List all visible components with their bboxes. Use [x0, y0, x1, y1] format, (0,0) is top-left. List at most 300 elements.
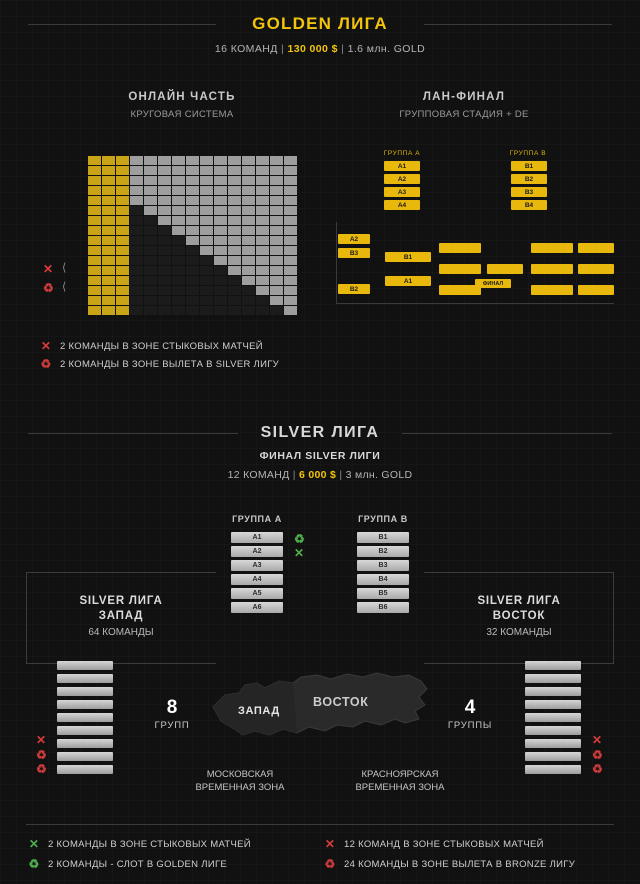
round-robin-cell — [158, 266, 171, 275]
bracket-slot-7 — [531, 285, 573, 295]
round-robin-cell — [200, 216, 213, 225]
round-robin-cell — [228, 296, 241, 305]
round-robin-cell — [200, 206, 213, 215]
silver-sep-2: | — [339, 469, 343, 481]
round-robin-cell — [130, 186, 143, 195]
recycle-icon: ♻ — [28, 857, 40, 871]
west-playoff-icon: ✕ — [36, 733, 47, 747]
bracket-seed-b3: B3 — [338, 248, 370, 258]
silver-group-b-slot-5: B5 — [357, 588, 409, 599]
recycle-icon: ♻ — [40, 357, 52, 371]
round-robin-cell — [256, 266, 269, 275]
round-robin-cell — [88, 256, 101, 265]
round-robin-cell — [186, 196, 199, 205]
team-slot-bar — [525, 739, 581, 748]
silver-group-a-slot-2: A2 — [231, 546, 283, 557]
round-robin-cell — [200, 186, 213, 195]
round-robin-row — [88, 296, 298, 306]
silver-group-a-slot-1: A1 — [231, 532, 283, 543]
west-relegation-icon-2: ♻ — [36, 762, 47, 776]
round-robin-cell — [116, 266, 129, 275]
round-robin-cell — [144, 266, 157, 275]
round-robin-cell — [130, 156, 143, 165]
map-label-east: ВОСТОК — [313, 695, 369, 709]
west-timezone-line-1: МОСКОВСКАЯ — [206, 769, 274, 780]
silver-legend-left-text-2: 2 КОМАНДЫ - СЛОТ В GOLDEN ЛИГЕ — [48, 858, 228, 870]
bracket-seed-b2: B2 — [338, 284, 370, 294]
round-robin-row — [88, 276, 298, 286]
recycle-icon: ♻ — [324, 857, 336, 871]
team-slot-bar — [57, 739, 113, 748]
round-robin-cell — [172, 246, 185, 255]
round-robin-cell — [116, 186, 129, 195]
round-robin-cell — [270, 296, 283, 305]
round-robin-cell — [214, 216, 227, 225]
round-robin-cell — [200, 166, 213, 175]
team-slot-bar — [57, 700, 113, 709]
x-icon: ✕ — [324, 837, 336, 851]
round-robin-cell — [172, 266, 185, 275]
round-robin-cell — [158, 186, 171, 195]
round-robin-cell — [172, 196, 185, 205]
team-slot-bar — [525, 752, 581, 761]
round-robin-cell — [214, 226, 227, 235]
round-robin-cell — [88, 216, 101, 225]
golden-relegation-marker-icon: ♻ — [43, 281, 54, 295]
round-robin-cell — [214, 186, 227, 195]
round-robin-cell — [242, 206, 255, 215]
round-robin-cell — [242, 186, 255, 195]
round-robin-cell — [144, 296, 157, 305]
round-robin-cell — [102, 236, 115, 245]
golden-legend-item-1 — [40, 339, 263, 353]
team-slot-bar — [57, 713, 113, 722]
round-robin-cell — [270, 246, 283, 255]
round-robin-row — [88, 206, 298, 216]
round-robin-cell — [214, 286, 227, 295]
round-robin-cell — [116, 306, 129, 315]
round-robin-cell — [200, 196, 213, 205]
round-robin-row — [88, 236, 298, 246]
round-robin-cell — [116, 276, 129, 285]
round-robin-cell — [228, 216, 241, 225]
round-robin-row — [88, 286, 298, 296]
round-robin-cell — [130, 206, 143, 215]
bracket-slot-4 — [487, 264, 523, 274]
round-robin-cell — [228, 306, 241, 315]
round-robin-cell — [172, 216, 185, 225]
lan-group-a-slot-4: A4 — [384, 200, 420, 210]
round-robin-cell — [158, 226, 171, 235]
team-slot-bar — [525, 765, 581, 774]
round-robin-cell — [144, 306, 157, 315]
round-robin-cell — [186, 256, 199, 265]
bracket-match-a1: A1 — [385, 276, 431, 286]
round-robin-cell — [116, 286, 129, 295]
round-robin-cell — [172, 226, 185, 235]
round-robin-cell — [102, 276, 115, 285]
round-robin-cell — [116, 176, 129, 185]
west-groups-number: 8 — [166, 697, 178, 718]
round-robin-cell — [130, 176, 143, 185]
round-robin-cell — [102, 286, 115, 295]
round-robin-cell — [270, 266, 283, 275]
round-robin-cell — [130, 286, 143, 295]
round-robin-cell — [144, 226, 157, 235]
silver-prize: 6 000 $ — [298, 469, 337, 481]
x-icon: ✕ — [40, 339, 52, 353]
round-robin-cell — [102, 186, 115, 195]
round-robin-cell — [144, 186, 157, 195]
silver-legend-right-2 — [324, 857, 575, 871]
east-title-line-2: ВОСТОК — [492, 610, 546, 622]
round-robin-cell — [172, 186, 185, 195]
golden-playoff-marker-icon: ✕ — [43, 262, 54, 276]
round-robin-cell — [256, 226, 269, 235]
silver-group-a-label: ГРУППА А — [232, 514, 282, 524]
golden-relegation-brace-icon: ⟨ — [62, 281, 67, 293]
round-robin-cell — [172, 276, 185, 285]
round-robin-cell — [102, 306, 115, 315]
round-robin-cell — [172, 256, 185, 265]
lan-group-b-slot-3: B3 — [511, 187, 547, 197]
round-robin-cell — [186, 166, 199, 175]
round-robin-cell — [116, 216, 129, 225]
round-robin-cell — [186, 286, 199, 295]
team-slot-bar — [57, 674, 113, 683]
lan-group-a-label: ГРУППА А — [383, 150, 421, 157]
round-robin-cell — [130, 236, 143, 245]
round-robin-cell — [284, 246, 297, 255]
round-robin-cell — [284, 286, 297, 295]
golden-teams-count: 16 КОМАНД — [214, 43, 278, 55]
round-robin-cell — [186, 226, 199, 235]
silver-group-a-slot-3: A3 — [231, 560, 283, 571]
east-timezone-line-1: КРАСНОЯРСКАЯ — [361, 769, 439, 780]
round-robin-cell — [256, 296, 269, 305]
round-robin-cell — [144, 286, 157, 295]
team-slot-bar — [525, 726, 581, 735]
round-robin-cell — [284, 216, 297, 225]
silver-group-b-slot-4: B4 — [357, 574, 409, 585]
round-robin-cell — [88, 166, 101, 175]
round-robin-cell — [242, 296, 255, 305]
team-slot-bar — [57, 752, 113, 761]
lan-group-a-slot-2: A2 — [384, 174, 420, 184]
golden-league-title: GOLDEN ЛИГА — [252, 14, 388, 33]
round-robin-cell — [116, 256, 129, 265]
round-robin-cell — [284, 196, 297, 205]
west-relegation-icon-1: ♻ — [36, 748, 47, 762]
bracket-slot-5 — [531, 243, 573, 253]
round-robin-cell — [270, 216, 283, 225]
round-robin-row — [88, 246, 298, 256]
round-robin-cell — [214, 156, 227, 165]
round-robin-cell — [88, 286, 101, 295]
team-slot-bar — [57, 687, 113, 696]
round-robin-cell — [144, 156, 157, 165]
round-robin-cell — [102, 176, 115, 185]
round-robin-cell — [186, 276, 199, 285]
round-robin-cell — [144, 176, 157, 185]
round-robin-cell — [88, 226, 101, 235]
team-slot-bar — [525, 674, 581, 683]
round-robin-cell — [88, 156, 101, 165]
round-robin-cell — [200, 296, 213, 305]
bracket-slot-8 — [578, 243, 614, 253]
round-robin-cell — [270, 206, 283, 215]
round-robin-cell — [284, 276, 297, 285]
round-robin-cell — [228, 176, 241, 185]
east-relegation-icon-1: ♻ — [592, 748, 603, 762]
round-robin-cell — [228, 196, 241, 205]
round-robin-cell — [116, 166, 129, 175]
silver-group-a-slot-5: A5 — [231, 588, 283, 599]
silver-group-a-slot-6: A6 — [231, 602, 283, 613]
round-robin-cell — [144, 216, 157, 225]
round-robin-cell — [144, 206, 157, 215]
west-title-line-2: ЗАПАД — [98, 610, 144, 622]
team-slot-bar — [525, 687, 581, 696]
round-robin-cell — [242, 246, 255, 255]
round-robin-cell — [242, 196, 255, 205]
round-robin-row — [88, 256, 298, 266]
round-robin-cell — [256, 176, 269, 185]
east-groups-word: ГРУППЫ — [447, 720, 493, 731]
round-robin-cell — [256, 236, 269, 245]
round-robin-cell — [284, 206, 297, 215]
round-robin-cell — [88, 306, 101, 315]
lan-final-title: ЛАН-ФИНАЛ — [422, 91, 506, 103]
round-robin-cell — [270, 286, 283, 295]
round-robin-row — [88, 156, 298, 166]
online-part-header — [72, 91, 292, 120]
round-robin-row — [88, 226, 298, 236]
round-robin-cell — [284, 266, 297, 275]
round-robin-cell — [228, 236, 241, 245]
online-part-subtitle: КРУГОВАЯ СИСТЕМА — [130, 109, 234, 120]
round-robin-cell — [270, 236, 283, 245]
golden-legend-text-2: 2 КОМАНДЫ В ЗОНЕ ВЫЛЕТА В SILVER ЛИГУ — [60, 358, 279, 370]
round-robin-row — [88, 186, 298, 196]
bracket-slot-1 — [439, 243, 481, 253]
online-part-title: ОНЛАЙН ЧАСТЬ — [128, 91, 236, 103]
west-teams-count: 64 КОМАНДЫ — [88, 627, 154, 638]
round-robin-row — [88, 216, 298, 226]
round-robin-cell — [172, 176, 185, 185]
east-panel-title — [424, 594, 614, 624]
team-slot-bar — [57, 726, 113, 735]
round-robin-cell — [186, 186, 199, 195]
round-robin-cell — [130, 166, 143, 175]
west-timezone-line-2: ВРЕМЕННАЯ ЗОНА — [195, 782, 285, 793]
round-robin-cell — [116, 296, 129, 305]
round-robin-cell — [102, 266, 115, 275]
round-robin-cell — [200, 156, 213, 165]
round-robin-cell — [228, 156, 241, 165]
round-robin-cell — [200, 176, 213, 185]
round-robin-cell — [242, 276, 255, 285]
silver-group-a-recycle-icon: ♻ — [294, 532, 305, 546]
west-groups-word: ГРУПП — [154, 720, 190, 731]
silver-group-b-slot-6: B6 — [357, 602, 409, 613]
bottom-divider — [26, 824, 614, 825]
round-robin-cell — [116, 226, 129, 235]
east-title-line-1: SILVER ЛИГА — [477, 595, 561, 607]
round-robin-cell — [242, 256, 255, 265]
round-robin-cell — [228, 186, 241, 195]
round-robin-cell — [116, 156, 129, 165]
round-robin-cell — [256, 166, 269, 175]
round-robin-cell — [270, 196, 283, 205]
round-robin-cell — [130, 246, 143, 255]
round-robin-cell — [158, 196, 171, 205]
round-robin-cell — [158, 206, 171, 215]
round-robin-cell — [116, 196, 129, 205]
east-timezone-line-2: ВРЕМЕННАЯ ЗОНА — [355, 782, 445, 793]
round-robin-cell — [144, 276, 157, 285]
round-robin-cell — [270, 156, 283, 165]
west-timezone — [160, 768, 320, 794]
round-robin-cell — [88, 186, 101, 195]
round-robin-cell — [172, 306, 185, 315]
west-title-line-1: SILVER ЛИГА — [79, 595, 163, 607]
round-robin-cell — [88, 176, 101, 185]
silver-sep-1: | — [292, 469, 296, 481]
round-robin-cell — [228, 286, 241, 295]
round-robin-cell — [158, 216, 171, 225]
round-robin-cell — [130, 196, 143, 205]
round-robin-cell — [130, 276, 143, 285]
round-robin-cell — [284, 226, 297, 235]
round-robin-row — [88, 176, 298, 186]
round-robin-cell — [116, 206, 129, 215]
round-robin-cell — [256, 286, 269, 295]
round-robin-cell — [200, 256, 213, 265]
round-robin-cell — [158, 286, 171, 295]
round-robin-row — [88, 166, 298, 176]
round-robin-cell — [158, 236, 171, 245]
round-robin-cell — [256, 196, 269, 205]
golden-sep-2: | — [341, 43, 345, 55]
bracket-final-label: ФИНАЛ — [475, 279, 511, 288]
round-robin-cell — [200, 286, 213, 295]
silver-teams-count: 12 КОМАНД — [227, 469, 290, 481]
round-robin-cell — [242, 226, 255, 235]
round-robin-cell — [242, 156, 255, 165]
round-robin-cell — [228, 166, 241, 175]
round-robin-cell — [214, 266, 227, 275]
silver-league-subtitle — [0, 469, 640, 481]
round-robin-cell — [172, 166, 185, 175]
silver-legend-left-text-1: 2 КОМАНДЫ В ЗОНЕ СТЫКОВЫХ МАТЧЕЙ — [48, 838, 251, 850]
golden-legend-text-1: 2 КОМАНДЫ В ЗОНЕ СТЫКОВЫХ МАТЧЕЙ — [60, 340, 263, 352]
bracket-slot-6 — [531, 264, 573, 274]
round-robin-cell — [172, 236, 185, 245]
team-slot-bar — [57, 765, 113, 774]
silver-gold-prize: 3 млн. GOLD — [345, 469, 413, 481]
silver-group-a-slot-4: A4 — [231, 574, 283, 585]
east-playoff-icon: ✕ — [592, 733, 603, 747]
round-robin-cell — [88, 236, 101, 245]
round-robin-cell — [88, 276, 101, 285]
round-robin-cell — [186, 216, 199, 225]
east-timezone — [320, 768, 480, 794]
lan-group-b-slot-1: B1 — [511, 161, 547, 171]
bracket-slot-2 — [439, 264, 481, 274]
round-robin-cell — [214, 306, 227, 315]
round-robin-cell — [284, 296, 297, 305]
round-robin-cell — [284, 176, 297, 185]
round-robin-cell — [186, 156, 199, 165]
round-robin-cell — [256, 156, 269, 165]
round-robin-cell — [158, 156, 171, 165]
round-robin-cell — [242, 176, 255, 185]
silver-group-a-x-icon: ✕ — [294, 546, 305, 560]
round-robin-cell — [214, 206, 227, 215]
round-robin-cell — [284, 256, 297, 265]
round-robin-cell — [228, 266, 241, 275]
round-robin-cell — [284, 156, 297, 165]
round-robin-cell — [88, 206, 101, 215]
lan-group-b-slot-4: B4 — [511, 200, 547, 210]
golden-gold-prize: 1.6 млн. GOLD — [347, 43, 426, 55]
team-slot-bar — [57, 661, 113, 670]
round-robin-cell — [88, 246, 101, 255]
east-teams-count: 32 КОМАНДЫ — [486, 627, 552, 638]
round-robin-row — [88, 306, 298, 316]
round-robin-row — [88, 196, 298, 206]
round-robin-cell — [102, 216, 115, 225]
round-robin-cell — [256, 306, 269, 315]
round-robin-cell — [200, 246, 213, 255]
round-robin-cell — [270, 276, 283, 285]
round-robin-cell — [270, 226, 283, 235]
golden-legend-item-2 — [40, 357, 279, 371]
round-robin-cell — [144, 246, 157, 255]
round-robin-cell — [116, 246, 129, 255]
round-robin-cell — [130, 306, 143, 315]
round-robin-cell — [172, 206, 185, 215]
round-robin-cell — [256, 216, 269, 225]
round-robin-cell — [172, 296, 185, 305]
bracket-match-b1: B1 — [385, 252, 431, 262]
silver-legend-left-2 — [28, 857, 227, 871]
round-robin-cell — [200, 276, 213, 285]
round-robin-cell — [130, 226, 143, 235]
round-robin-cell — [186, 176, 199, 185]
round-robin-cell — [144, 196, 157, 205]
lan-final-header — [354, 91, 574, 120]
round-robin-cell — [102, 296, 115, 305]
round-robin-cell — [270, 256, 283, 265]
round-robin-cell — [102, 156, 115, 165]
round-robin-cell — [186, 306, 199, 315]
round-robin-cell — [88, 266, 101, 275]
silver-legend-right-1 — [324, 837, 544, 851]
round-robin-cell — [200, 266, 213, 275]
x-icon: ✕ — [28, 837, 40, 851]
round-robin-cell — [214, 256, 227, 265]
round-robin-cell — [228, 246, 241, 255]
round-robin-cell — [172, 156, 185, 165]
round-robin-cell — [228, 206, 241, 215]
round-robin-cell — [284, 306, 297, 315]
west-panel-title — [26, 594, 216, 624]
round-robin-cell — [228, 256, 241, 265]
golden-league-subtitle — [0, 43, 640, 55]
round-robin-cell — [130, 266, 143, 275]
